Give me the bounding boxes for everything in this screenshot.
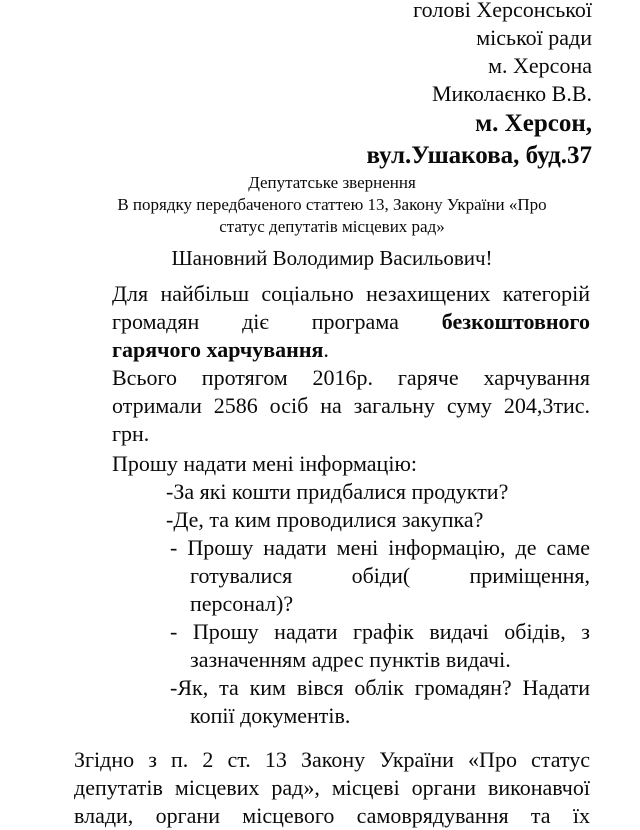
dash-marker: - xyxy=(170,619,178,644)
paragraph-2-line-2: отримали 2586 осіб на загальну суму 204,3тис. xyxy=(112,393,590,418)
paragraph-1-emphasis-2: гарячого харчування xyxy=(112,337,324,362)
paragraph-1-line-1: Для найбільш соціально незахищених категорій xyxy=(112,281,590,306)
dash-marker: - xyxy=(170,675,178,700)
closing-line-1: Згідно з п. 2 ст. 13 Закону України «Про статус xyxy=(74,747,590,772)
paragraph-1-period: . xyxy=(323,337,329,362)
recipient-line-1: голові Херсонської xyxy=(413,0,592,22)
paragraph-2-line-3: грн. xyxy=(112,421,150,446)
request-item-5-line-2: копії документів. xyxy=(190,703,351,728)
request-item-text: Як, та ким вівся облік громадян? Надати xyxy=(177,675,590,700)
paragraph-2-line-1: Всього протягом 2016р. гаряче харчування xyxy=(112,365,590,390)
request-item-3-line-3: персонал)? xyxy=(190,591,294,616)
dash-marker: - xyxy=(166,507,174,532)
paragraph-1-text: громадян діє програма xyxy=(112,309,442,334)
paragraph-1-line-2 xyxy=(112,308,590,336)
request-item-4-line-1 xyxy=(170,618,590,646)
request-item-5-line-1 xyxy=(170,674,590,702)
request-item-4-line-2: зазначенням адрес пунктів видачі. xyxy=(190,647,511,672)
recipient-city: м. Херсон, xyxy=(475,110,592,137)
appeal-title: Депутатське звернення xyxy=(248,173,416,192)
greeting: Шановний Володимир Васильович! xyxy=(171,246,493,270)
recipient-line-3: м. Херсона xyxy=(488,53,592,78)
paragraph-1-line-3 xyxy=(112,336,329,364)
request-item-text: Де, та ким проводилися закупка? xyxy=(173,507,484,532)
request-item-text: Прошу надати мені інформацію, де саме xyxy=(187,535,590,560)
legal-basis-line-2: статус депутатів місцевих рад» xyxy=(219,217,445,236)
request-item-1 xyxy=(166,478,508,506)
paragraph-3: Прошу надати мені інформацію: xyxy=(112,451,417,476)
recipient-line-2: міської ради xyxy=(476,25,592,50)
recipient-street: вул.Ушакова, буд.37 xyxy=(366,142,592,169)
closing-line-2: депутатів місцевих рад», місцеві органи виконавчої xyxy=(74,775,590,800)
legal-basis-line-1: В порядку передбаченого статтею 13, Закону України «Про xyxy=(117,195,547,214)
request-item-3-line-2: готувалися обіди( приміщення, xyxy=(190,563,590,588)
dash-marker: - xyxy=(170,535,178,560)
closing-line-3: влади, органи місцевого самоврядування та їх xyxy=(74,803,590,828)
request-item-text: Прошу надати графік видачі обідів, з xyxy=(192,619,590,644)
dash-marker: - xyxy=(166,479,174,504)
paragraph-1-emphasis-1: безкоштовного xyxy=(441,309,590,334)
recipient-name: Миколаєнко В.В. xyxy=(432,81,592,106)
request-item-text: За які кошти придбалися продукти? xyxy=(173,479,509,504)
request-item-2 xyxy=(166,506,483,534)
request-item-3-line-1 xyxy=(170,534,590,562)
